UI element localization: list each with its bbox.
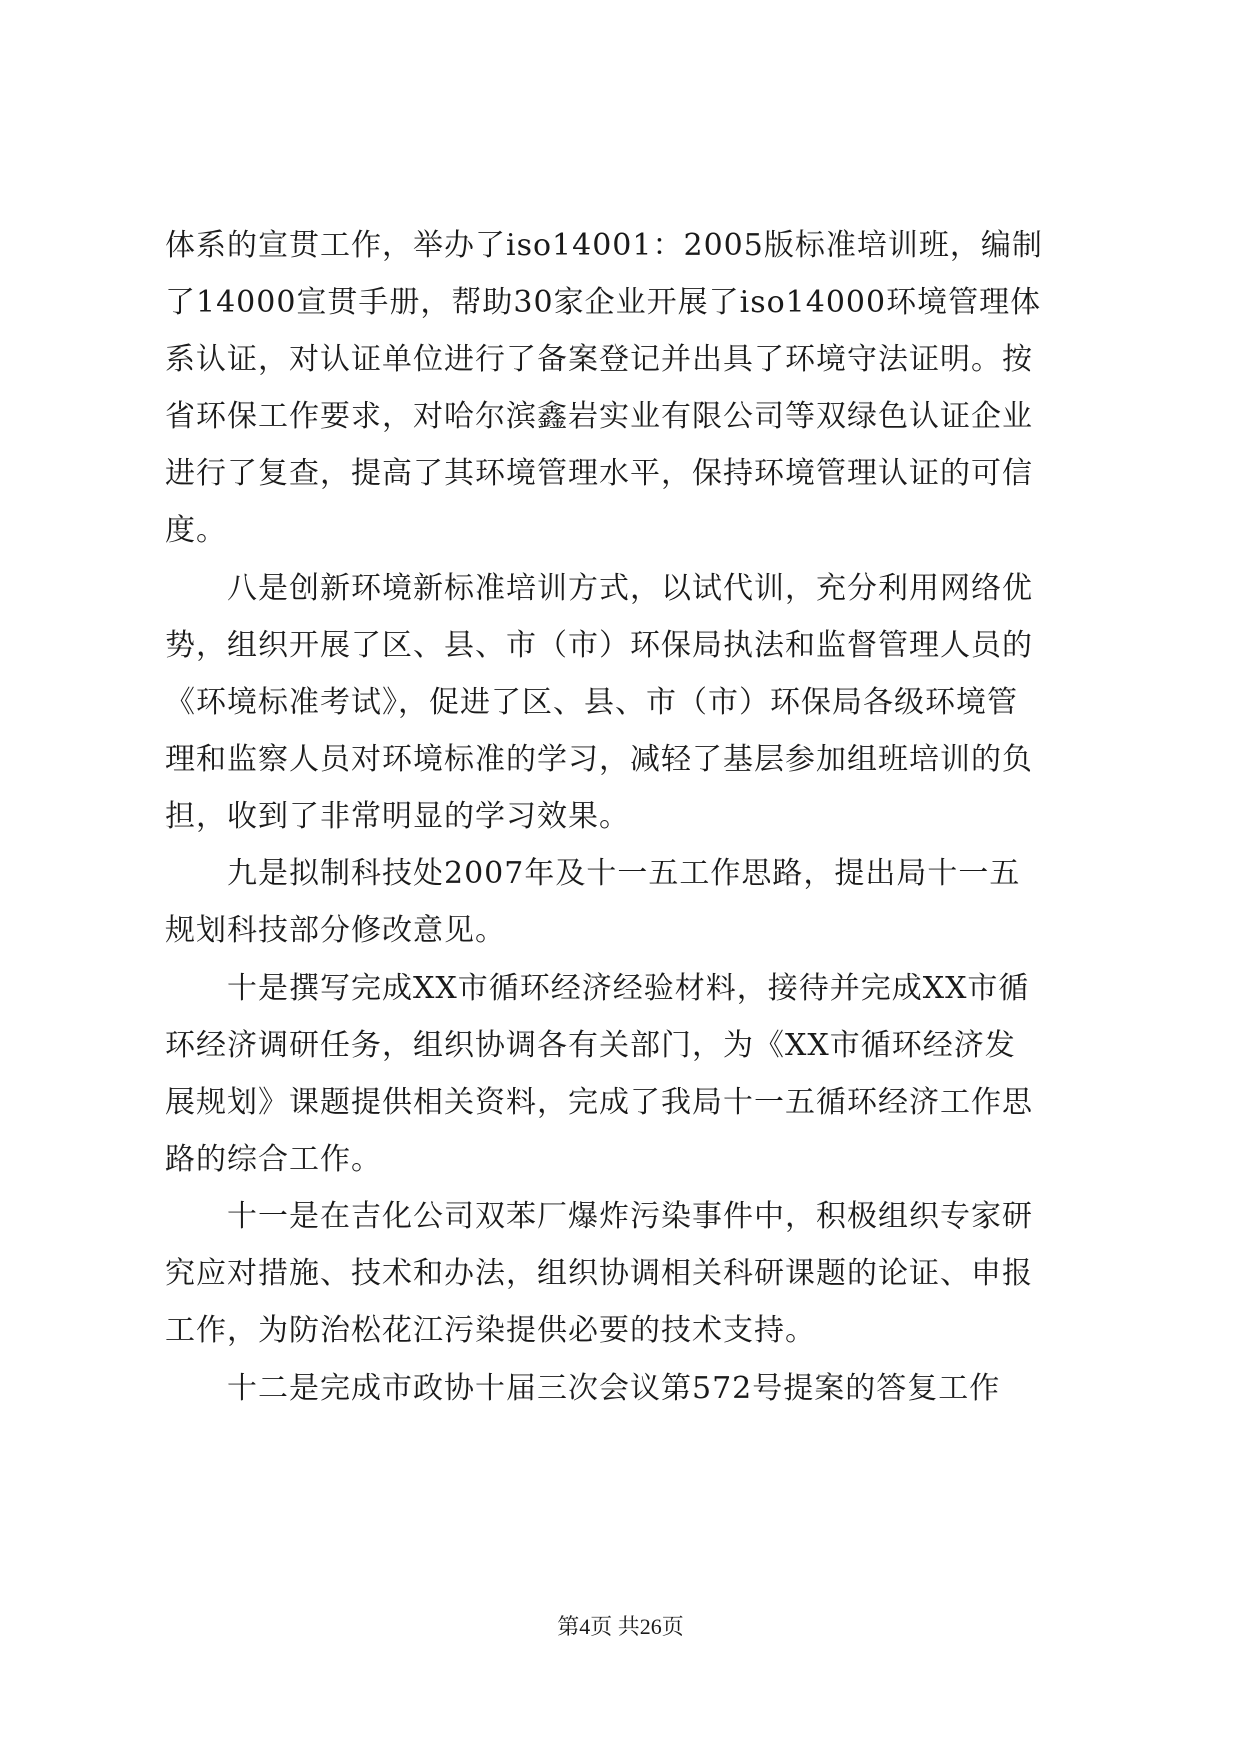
text-line: 十二是完成市政协十届三次会议第572号提案的答复工作: [165, 1371, 1001, 1406]
page-number-footer: 第4页 共26页: [557, 1614, 684, 1639]
text-line: 规划科技部分修改意见。: [165, 913, 506, 948]
text-line: 系认证，对认证单位进行了备案登记并出具了环境守法证明。按: [165, 342, 1033, 377]
text-line: 度。: [165, 513, 227, 548]
text-line: 展规划》课题提供相关资料，完成了我局十一五循环经济工作思: [165, 1085, 1033, 1120]
text-line: 十是撰写完成XX市循环经济经验材料，接待并完成XX市循: [165, 971, 1030, 1006]
text-line: 了14000宣贯手册，帮助30家企业开展了iso14000环境管理体: [165, 285, 1042, 320]
text-line: 路的综合工作。: [165, 1142, 382, 1177]
text-line: 省环保工作要求，对哈尔滨鑫岩实业有限公司等双绿色认证企业: [165, 399, 1033, 434]
text-line: 担，收到了非常明显的学习效果。: [165, 799, 630, 834]
text-line: 究应对措施、技术和办法，组织协调相关科研课题的论证、申报: [165, 1256, 1033, 1291]
text-line: 《环境标准考试》，促进了区、县、市（市）环保局各级环境管: [165, 685, 1018, 720]
text-line: 势，组织开展了区、县、市（市）环保局执法和监督管理人员的: [165, 628, 1033, 663]
text-line: 理和监察人员对环境标准的学习，减轻了基层参加组班培训的负: [165, 742, 1033, 777]
text-line: 九是拟制科技处2007年及十一五工作思路，提出局十一五: [165, 856, 1021, 891]
text-line: 八是创新环境新标准培训方式，以试代训，充分利用网络优: [165, 571, 1033, 606]
text-line: 体系的宣贯工作，举办了iso14001：2005版标准培训班，编制: [165, 228, 1043, 263]
text-line: 进行了复查，提高了其环境管理水平，保持环境管理认证的可信: [165, 456, 1033, 491]
text-line: 工作，为防治松花江污染提供必要的技术支持。: [165, 1313, 816, 1348]
text-line: 环经济调研任务，组织协调各有关部门，为《XX市循环经济发: [165, 1028, 1016, 1063]
text-line: 十一是在吉化公司双苯厂爆炸污染事件中，积极组织专家研: [165, 1199, 1033, 1234]
